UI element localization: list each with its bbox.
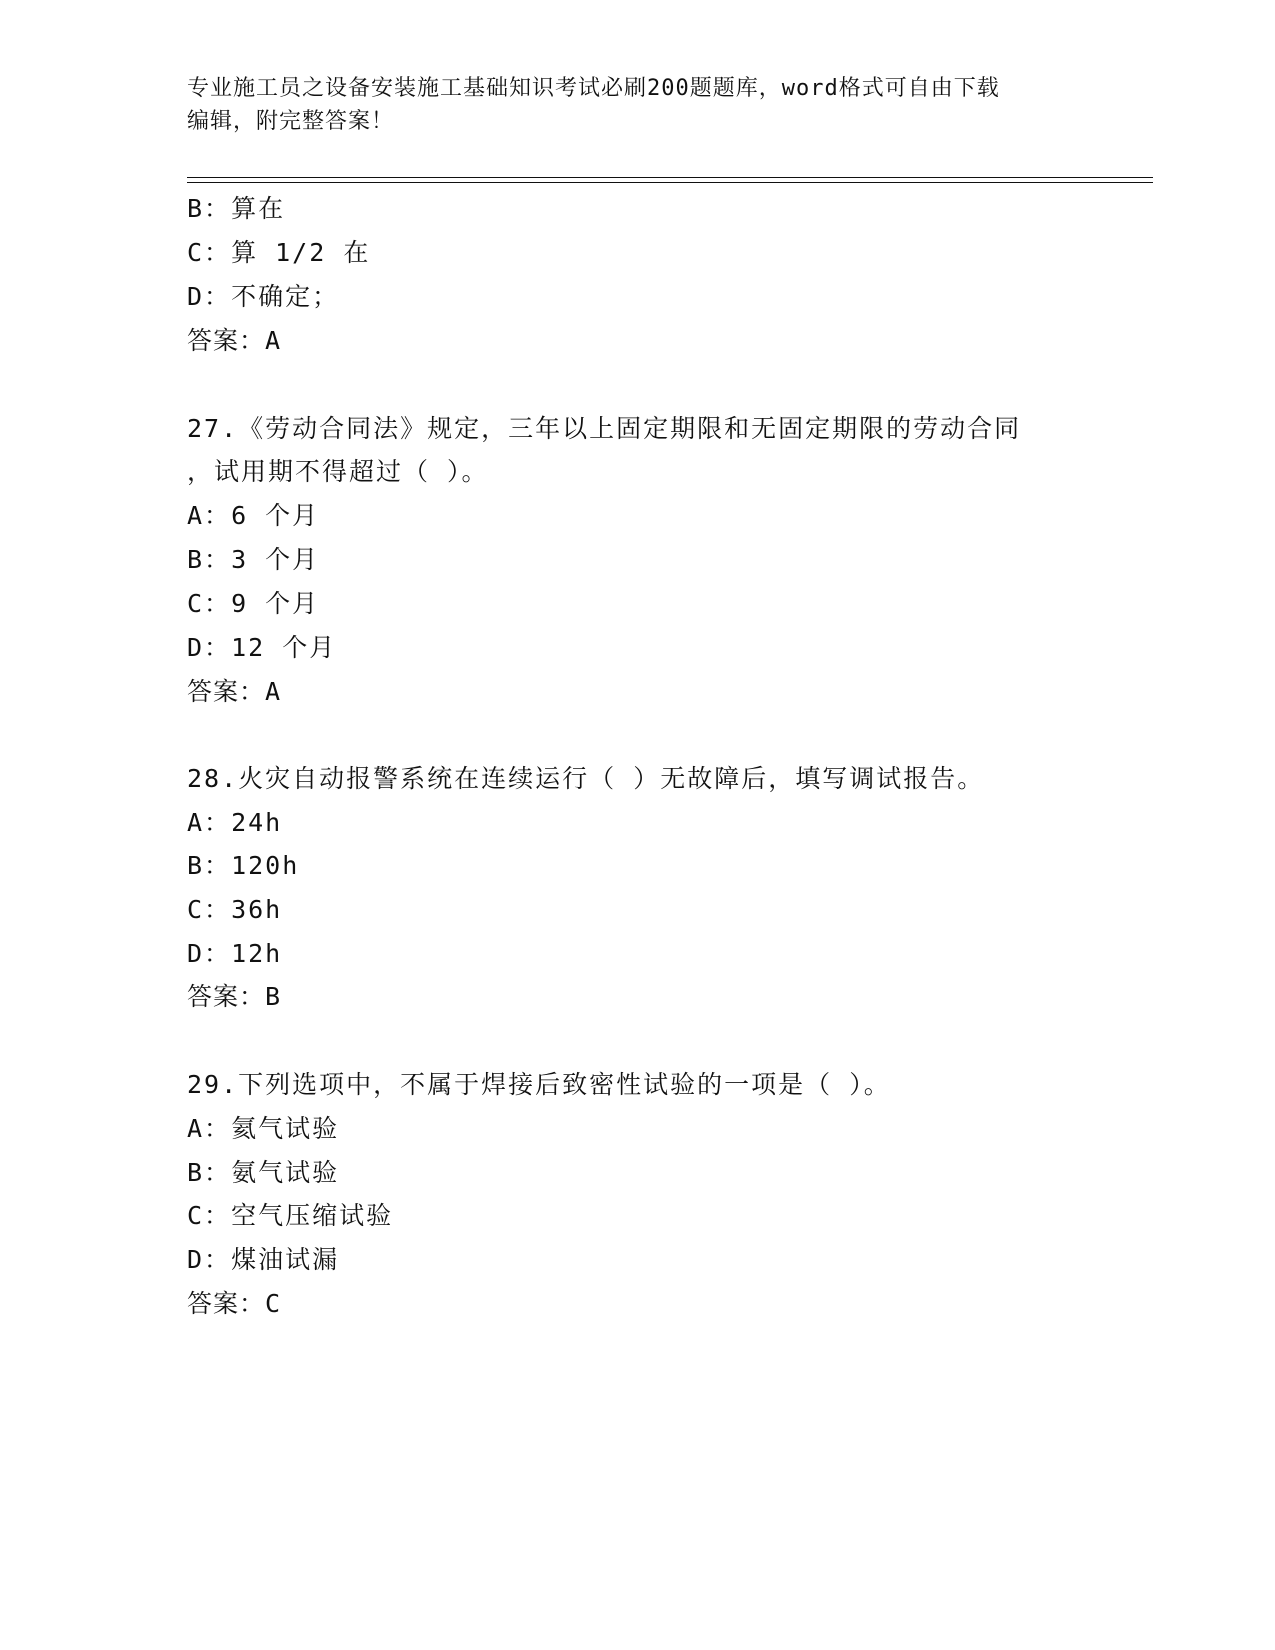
prev-option-b [187,192,285,226]
option-text: 120h [231,851,300,880]
option-label: A： [187,1114,232,1143]
option-label: B： [187,1158,232,1187]
option-text: 不确定； [231,282,340,311]
question-27-stem-line-1: 27.《劳动合同法》规定，三年以上固定期限和无固定期限的劳动合同 [187,414,1022,443]
prev-option-c [187,236,370,270]
option-label: C： [187,1201,232,1230]
question-29-option-a [187,1112,339,1146]
question-27-stem-line-2: ，试用期不得超过（ ）。 [187,457,489,486]
option-text: 12h [231,939,283,968]
question-28-option-d [187,937,282,971]
question-28-answer: 答案：B [187,982,282,1011]
question-29-option-c [187,1199,393,1233]
option-label: A： [187,808,232,837]
question-29-option-b [187,1156,339,1190]
question-28-option-a [187,806,282,840]
option-text: 36h [231,895,283,924]
prev-answer: 答案：A [187,326,282,355]
question-27-answer: 答案：A [187,677,282,706]
option-text: 算在 [231,194,286,223]
question-27-option-d [187,631,336,665]
option-text: 6 个月 [231,501,320,530]
option-label: A： [187,501,232,530]
option-label: C： [187,895,232,924]
question-28-stem: 28.火灾自动报警系统在连续运行（ ）无故障后，填写调试报告。 [187,764,985,793]
question-27-option-c [187,587,319,621]
option-label: D： [187,282,232,311]
option-text: 24h [231,808,283,837]
option-label: B： [187,851,232,880]
option-text: 氨气试验 [231,1158,340,1187]
question-28-option-b [187,849,299,883]
option-text: 12 个月 [231,633,337,662]
option-label: C： [187,238,232,267]
option-label: C： [187,589,232,618]
question-29-stem: 29.下列选项中，不属于焊接后致密性试验的一项是（ ）。 [187,1070,891,1099]
question-29-answer: 答案：C [187,1289,282,1318]
question-28-option-c [187,893,282,927]
option-label: D： [187,939,232,968]
option-text: 空气压缩试验 [231,1201,394,1230]
question-27-option-a [187,499,319,533]
header-divider-bottom [187,182,1153,183]
header-title-line-1: 专业施工员之设备安装施工基础知识考试必刷200题题库，word格式可自由下载 [187,76,1000,101]
option-text: 算 1/2 在 [231,238,371,267]
question-29-option-d [187,1243,339,1277]
header-divider-top [187,177,1153,178]
prev-option-d [187,280,339,314]
option-text: 9 个月 [231,589,320,618]
option-label: B： [187,545,232,574]
option-text: 3 个月 [231,545,320,574]
question-27-option-b [187,543,319,577]
option-label: B： [187,194,232,223]
document-header [187,72,1087,138]
option-text: 氦气试验 [231,1114,340,1143]
header-title-line-2: 编辑，附完整答案！ [187,109,395,134]
option-label: D： [187,1245,232,1274]
option-text: 煤油试漏 [231,1245,340,1274]
option-label: D： [187,633,232,662]
